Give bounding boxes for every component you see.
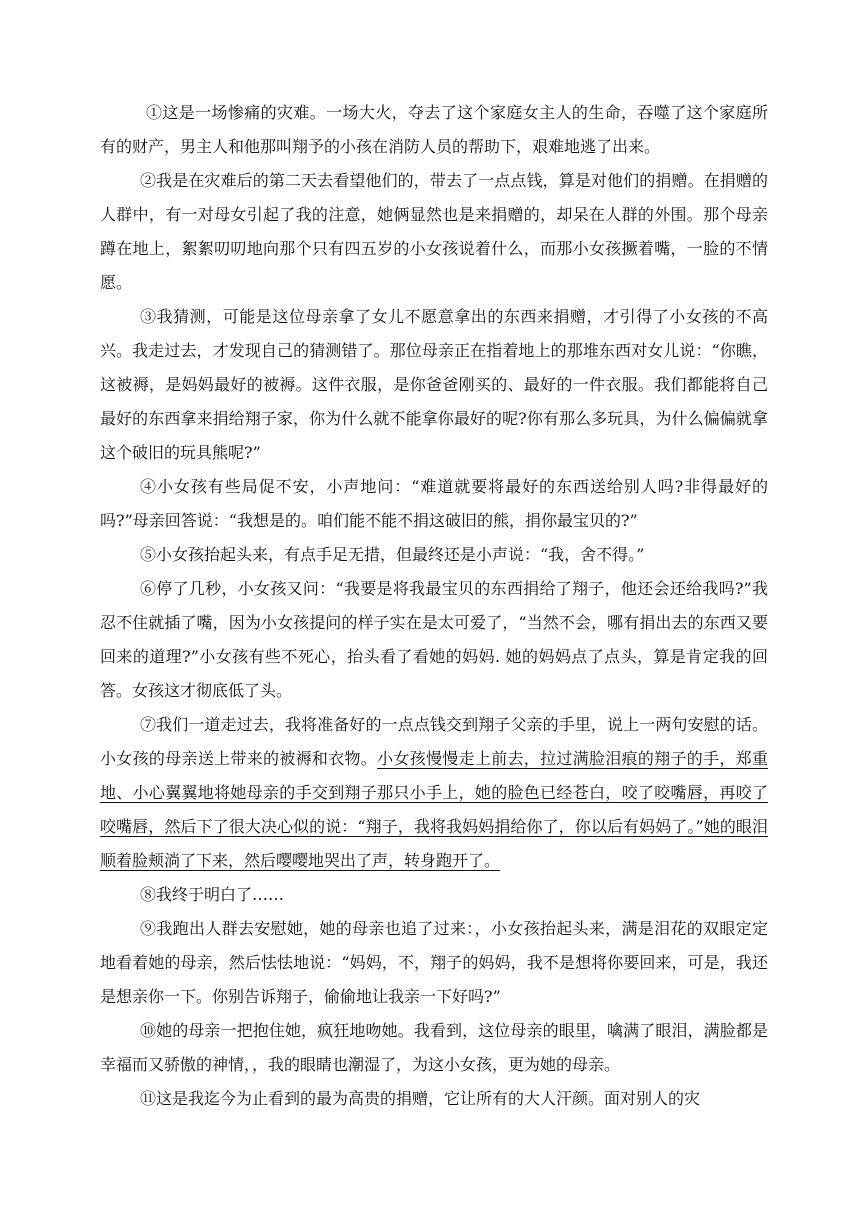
paragraph-5: ⑤小女孩抬起头来，有点手足无措，但最终还是小声说：“我，舍不得。” (140, 545, 645, 564)
paragraph-7-plain: ⑦我们一道走过去，我将准备好的一点点钱交到翔子父亲的手里，说上一两句安慰的话。小女孩的母亲送上带来的被褥和衣物。 (100, 715, 768, 768)
paragraph-2: ②我是在灾难后的第二天去看望他们的，带去了一点点钱，算是对他们的捐赠。在捐赠的人群中，有一对母女引起了我的注意，她俩显然也是来捐赠的，却呆在人群的外围。那个母亲蹲在地上，絮絮叨叨地向那个只有四五岁的小女孩说着什么，而那小女孩撅着嘴，一脸的不情愿。 (100, 171, 768, 292)
paragraph-3: ③我猜测，可能是这位母亲拿了女儿不愿意拿出的东西来捐赠，才引得了小女孩的不高兴。我走过去，才发现自己的猜测错了。那位母亲正在指着地上的那堆东西对女儿说：“你瞧，这被褥，是妈妈最好的被褥。这件衣服，是你爸爸刚买的、最好的一件衣服。我们都能将自己最好的东西拿来捐给翔子家，你为什么就不能拿你最好的呢?你有那么多玩具，为什么偏偏就拿这个破旧的玩具熊呢?” (100, 307, 768, 462)
paragraph-6: ⑥停了几秒，小女孩又问：“我要是将我最宝贝的东西捐给了翔子，他还会还给我吗?”我忍不住就插了嘴，因为小女孩提问的样子实在是太可爱了，“当然不会，哪有捐出去的东西又要回来的道理?”小女孩有些不死心，抬头看了看她的妈妈. 她的妈妈点了点头，算是肯定我的回答。女孩这才彻底低了头。 (100, 579, 768, 700)
paragraph-11: ⑪这是我迄今为止看到的最为高贵的捐赠，它让所有的大人汗颜。面对别人的灾 (140, 1089, 701, 1108)
paragraph-8: ⑧我终于明白了…… (140, 885, 285, 904)
paragraph-1: ①这是一场惨痛的灾难。一场大火，夺去了这个家庭女主人的生命，吞噬了这个家庭所有的财产，男主人和他那叫翔予的小孩在消防人员的帮助下，艰难地逃了出来。 (100, 103, 768, 156)
paragraph-4: ④小女孩有些局促不安，小声地问：“难道就要将最好的东西送给别人吗?非得最好的吗?”母亲回答说：“我想是的。咱们能不能不捐这破旧的熊，捐你最宝贝的?” (100, 477, 768, 530)
paragraph-10: ⑩她的母亲一把抱住她，疯狂地吻她。我看到，这位母亲的眼里，噙满了眼泪，满脸都是幸福而又骄傲的神情，，我的眼睛也潮湿了，为这小女孩，更为她的母亲。 (100, 1021, 768, 1074)
paragraph-9: ⑨我跑出人群去安慰她，她的母亲也追了过来：，小女孩抬起头来，满是泪花的双眼定定地看着她的母亲，然后怯怯地说：“妈妈，不，翔子的妈妈，我不是想将你要回来，可是，我还是想亲你一下。你别告诉翔子，偷偷地让我亲一下好吗?” (100, 919, 768, 1006)
paragraph-7-underlined: 小女孩慢慢走上前去，拉过满脸泪痕的翔子的手，郑重地、小心翼翼地将她母亲的手交到翔子那只小手上，她的脸色已经苍白，咬了咬嘴唇，再咬了咬嘴唇，然后下了很大决心似的说：“翔子，我将我妈妈捐给你了，你以后有妈妈了。”她的眼泪顺着脸颊淌了下来，然后嘤嘤地哭出了声，转身跑开了。 (100, 749, 768, 870)
paragraph-7 (100, 708, 768, 878)
article-body (100, 96, 768, 1116)
